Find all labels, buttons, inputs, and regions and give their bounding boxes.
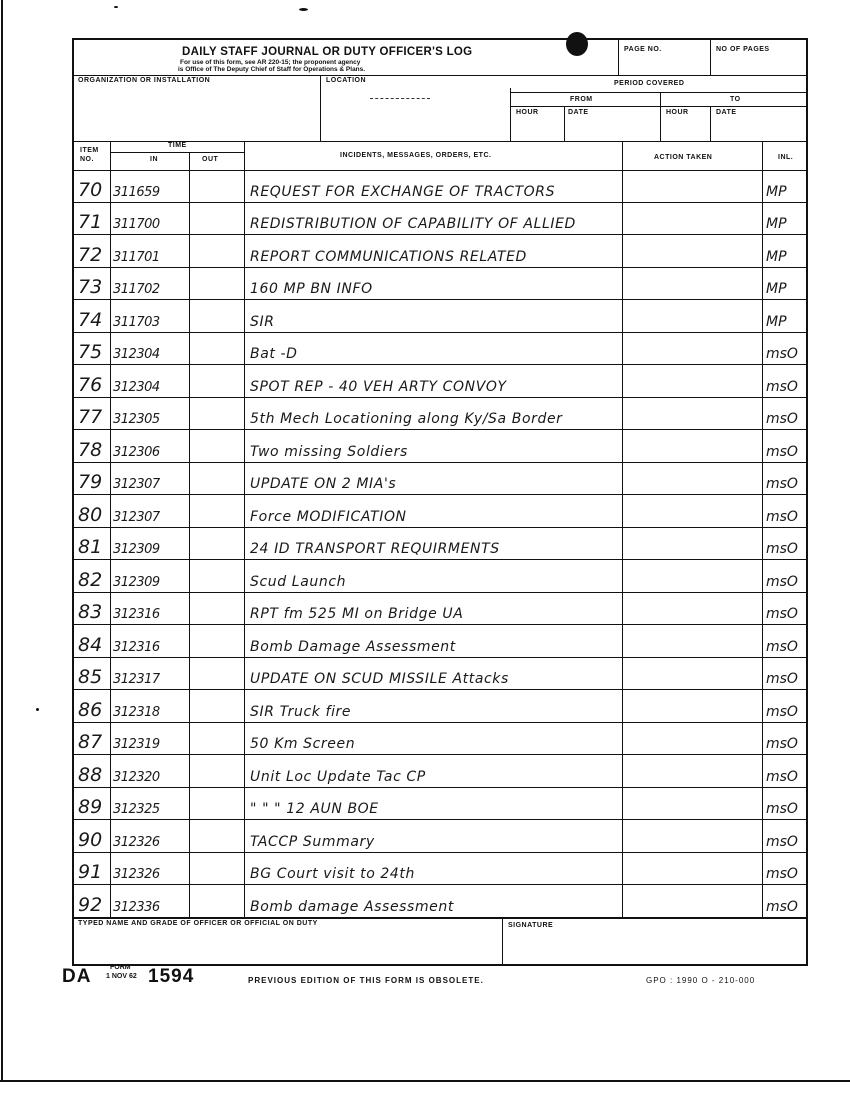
- to-label: TO: [730, 96, 741, 103]
- page-left-edge: [1, 0, 3, 1082]
- incident-text: SIR: [250, 313, 275, 330]
- initials: msO: [766, 541, 798, 558]
- incidents-label: INCIDENTS, MESSAGES, ORDERS, ETC.: [340, 152, 492, 159]
- time-in: 312306: [113, 444, 160, 460]
- initials: MP: [766, 313, 787, 330]
- table-row: [74, 625, 808, 658]
- incident-text: REPORT COMMUNICATIONS RELATED: [250, 248, 527, 265]
- initials: msO: [766, 703, 798, 720]
- table-row: [74, 885, 808, 918]
- table-row: [74, 398, 808, 431]
- action-taken-label: ACTION TAKEN: [654, 154, 713, 161]
- item-number: 84: [78, 633, 103, 656]
- form-subtitle-1: For use of this form, see AR 220-15; the proponent agency: [180, 59, 361, 66]
- time-in: 312304: [113, 379, 160, 395]
- location-label: LOCATION: [326, 77, 367, 84]
- table-row: [74, 203, 808, 236]
- time-in: 312307: [113, 509, 160, 525]
- initials: MP: [766, 216, 787, 233]
- initials: msO: [766, 476, 798, 493]
- time-in: 312320: [113, 769, 160, 785]
- initials: MP: [766, 248, 787, 265]
- time-in: 312316: [113, 639, 160, 655]
- initials: msO: [766, 638, 798, 655]
- time-in: 311659: [113, 184, 160, 200]
- to-date-label: DATE: [716, 109, 737, 116]
- incident-text: SPOT REP - 40 VEH ARTY CONVOY: [250, 378, 507, 395]
- item-number: 75: [78, 341, 103, 364]
- log-form: [72, 38, 808, 966]
- time-in: 311701: [113, 249, 160, 265]
- item-number: 92: [78, 893, 103, 916]
- form-title: DAILY STAFF JOURNAL OR DUTY OFFICER'S LOG: [182, 46, 473, 58]
- time-in-label: IN: [150, 156, 158, 163]
- item-number: 78: [78, 438, 103, 461]
- initials: MP: [766, 183, 787, 200]
- item-number: 81: [78, 536, 103, 559]
- incident-text: Scud Launch: [250, 573, 347, 590]
- page-no-label: PAGE NO.: [624, 46, 662, 53]
- item-no-label: ITEM NO.: [80, 147, 99, 163]
- incident-text: Force MODIFICATION: [250, 508, 407, 525]
- initials: msO: [766, 573, 798, 590]
- signature-label: SIGNATURE: [508, 922, 554, 929]
- item-number: 72: [78, 243, 103, 266]
- item-number: 83: [78, 601, 103, 624]
- time-in: 312326: [113, 834, 160, 850]
- time-label: TIME: [168, 142, 187, 149]
- item-number: 86: [78, 698, 103, 721]
- table-row: [74, 560, 808, 593]
- initials: msO: [766, 346, 798, 363]
- typed-name-label: TYPED NAME AND GRADE OF OFFICER OR OFFICIAL ON DUTY: [78, 920, 318, 927]
- table-row: [74, 170, 808, 203]
- initials: MP: [766, 281, 787, 298]
- scan-speck: [114, 6, 118, 8]
- item-number: 89: [78, 796, 103, 819]
- item-number: 82: [78, 568, 103, 591]
- form-label: FORM: [110, 964, 131, 971]
- log-entries: [74, 170, 808, 918]
- table-row: [74, 268, 808, 301]
- time-in: 312309: [113, 542, 160, 558]
- table-row: [74, 853, 808, 886]
- incident-text: Bomb Damage Assessment: [250, 638, 456, 655]
- item-number: 79: [78, 471, 103, 494]
- time-in: 312305: [113, 412, 160, 428]
- initials: msO: [766, 378, 798, 395]
- form-number: 1594: [148, 966, 195, 987]
- incident-text: BG Court visit to 24th: [250, 866, 415, 883]
- table-row: [74, 300, 808, 333]
- scan-speck: [299, 8, 308, 11]
- initials: msO: [766, 671, 798, 688]
- incident-text: Bat -D: [250, 346, 298, 363]
- incident-text: Bomb damage Assessment: [250, 898, 454, 915]
- incident-text: UPDATE ON 2 MIA's: [250, 476, 397, 493]
- form-date: 1 NOV 62: [106, 973, 137, 980]
- gpo-note: GPO : 1990 O - 210-000: [646, 976, 756, 985]
- time-in: 312326: [113, 867, 160, 883]
- incident-text: REQUEST FOR EXCHANGE OF TRACTORS: [250, 183, 556, 200]
- initials: msO: [766, 801, 798, 818]
- org-label: ORGANIZATION OR INSTALLATION: [78, 77, 211, 84]
- table-row: [74, 658, 808, 691]
- item-number: 77: [78, 406, 103, 429]
- previous-edition-note: PREVIOUS EDITION OF THIS FORM IS OBSOLETE.: [248, 976, 484, 985]
- item-number: 88: [78, 763, 103, 786]
- time-in: 312336: [113, 899, 160, 915]
- table-row: [74, 723, 808, 756]
- incident-text: REDISTRIBUTION OF CAPABILITY OF ALLIED: [250, 216, 576, 233]
- initials: msO: [766, 898, 798, 915]
- item-number: 90: [78, 828, 103, 851]
- initials: msO: [766, 768, 798, 785]
- incident-text: 5th Mech Locationing along Ky/Sa Border: [250, 411, 563, 428]
- incident-text: SIR Truck fire: [250, 703, 352, 720]
- table-row: [74, 333, 808, 366]
- item-number: 73: [78, 276, 103, 299]
- time-in: 312319: [113, 737, 160, 753]
- no-of-pages-label: NO OF PAGES: [716, 46, 770, 53]
- table-row: [74, 430, 808, 463]
- initials: msO: [766, 443, 798, 460]
- time-in: 312325: [113, 802, 160, 818]
- time-in: 312309: [113, 574, 160, 590]
- incident-text: " " " 12 AUN BOE: [250, 801, 379, 818]
- item-number: 71: [78, 211, 103, 234]
- time-in: 312316: [113, 607, 160, 623]
- from-label: FROM: [570, 96, 593, 103]
- form-subtitle-2: is Office of The Deputy Chief of Staff for Operations & Plans.: [178, 66, 366, 73]
- incident-text: UPDATE ON SCUD MISSILE Attacks: [250, 671, 509, 688]
- from-date-label: DATE: [568, 109, 589, 116]
- item-number: 74: [78, 308, 103, 331]
- item-number: 85: [78, 666, 103, 689]
- table-row: [74, 235, 808, 268]
- table-row: [74, 820, 808, 853]
- location-dash: [370, 98, 430, 99]
- time-in: 311703: [113, 314, 160, 330]
- time-in: 312318: [113, 704, 160, 720]
- initials: msO: [766, 508, 798, 525]
- time-in: 312304: [113, 347, 160, 363]
- table-row: [74, 593, 808, 626]
- incident-text: 160 MP BN INFO: [250, 281, 373, 298]
- time-in: 311702: [113, 282, 160, 298]
- time-in: 311700: [113, 217, 160, 233]
- table-row: [74, 690, 808, 723]
- table-row: [74, 528, 808, 561]
- table-row: [74, 495, 808, 528]
- initials-label: INL.: [778, 154, 794, 161]
- table-row: [74, 788, 808, 821]
- to-hour-label: HOUR: [666, 109, 689, 116]
- incident-text: 50 Km Screen: [250, 736, 356, 753]
- item-number: 76: [78, 373, 103, 396]
- table-row: [74, 755, 808, 788]
- period-covered-label: PERIOD COVERED: [614, 80, 685, 87]
- table-row: [74, 463, 808, 496]
- incident-text: TACCP Summary: [250, 833, 375, 850]
- item-number: 87: [78, 731, 103, 754]
- incident-text: Unit Loc Update Tac CP: [250, 768, 426, 785]
- incident-text: 24 ID TRANSPORT REQUIRMENTS: [250, 541, 500, 558]
- item-number: 70: [78, 178, 103, 201]
- incident-text: Two missing Soldiers: [250, 443, 408, 460]
- table-row: [74, 365, 808, 398]
- time-in: 312317: [113, 672, 160, 688]
- initials: msO: [766, 833, 798, 850]
- incident-text: RPT fm 525 MI on Bridge UA: [250, 606, 464, 623]
- time-out-label: OUT: [202, 156, 219, 163]
- page-bottom-edge: [0, 1080, 850, 1082]
- item-number: 91: [78, 861, 103, 884]
- initials: msO: [766, 866, 798, 883]
- time-in: 312307: [113, 477, 160, 493]
- initials: msO: [766, 606, 798, 623]
- form-da: DA: [62, 966, 92, 987]
- from-hour-label: HOUR: [516, 109, 539, 116]
- scan-speck: [36, 708, 39, 711]
- initials: msO: [766, 736, 798, 753]
- item-number: 80: [78, 503, 103, 526]
- initials: msO: [766, 411, 798, 428]
